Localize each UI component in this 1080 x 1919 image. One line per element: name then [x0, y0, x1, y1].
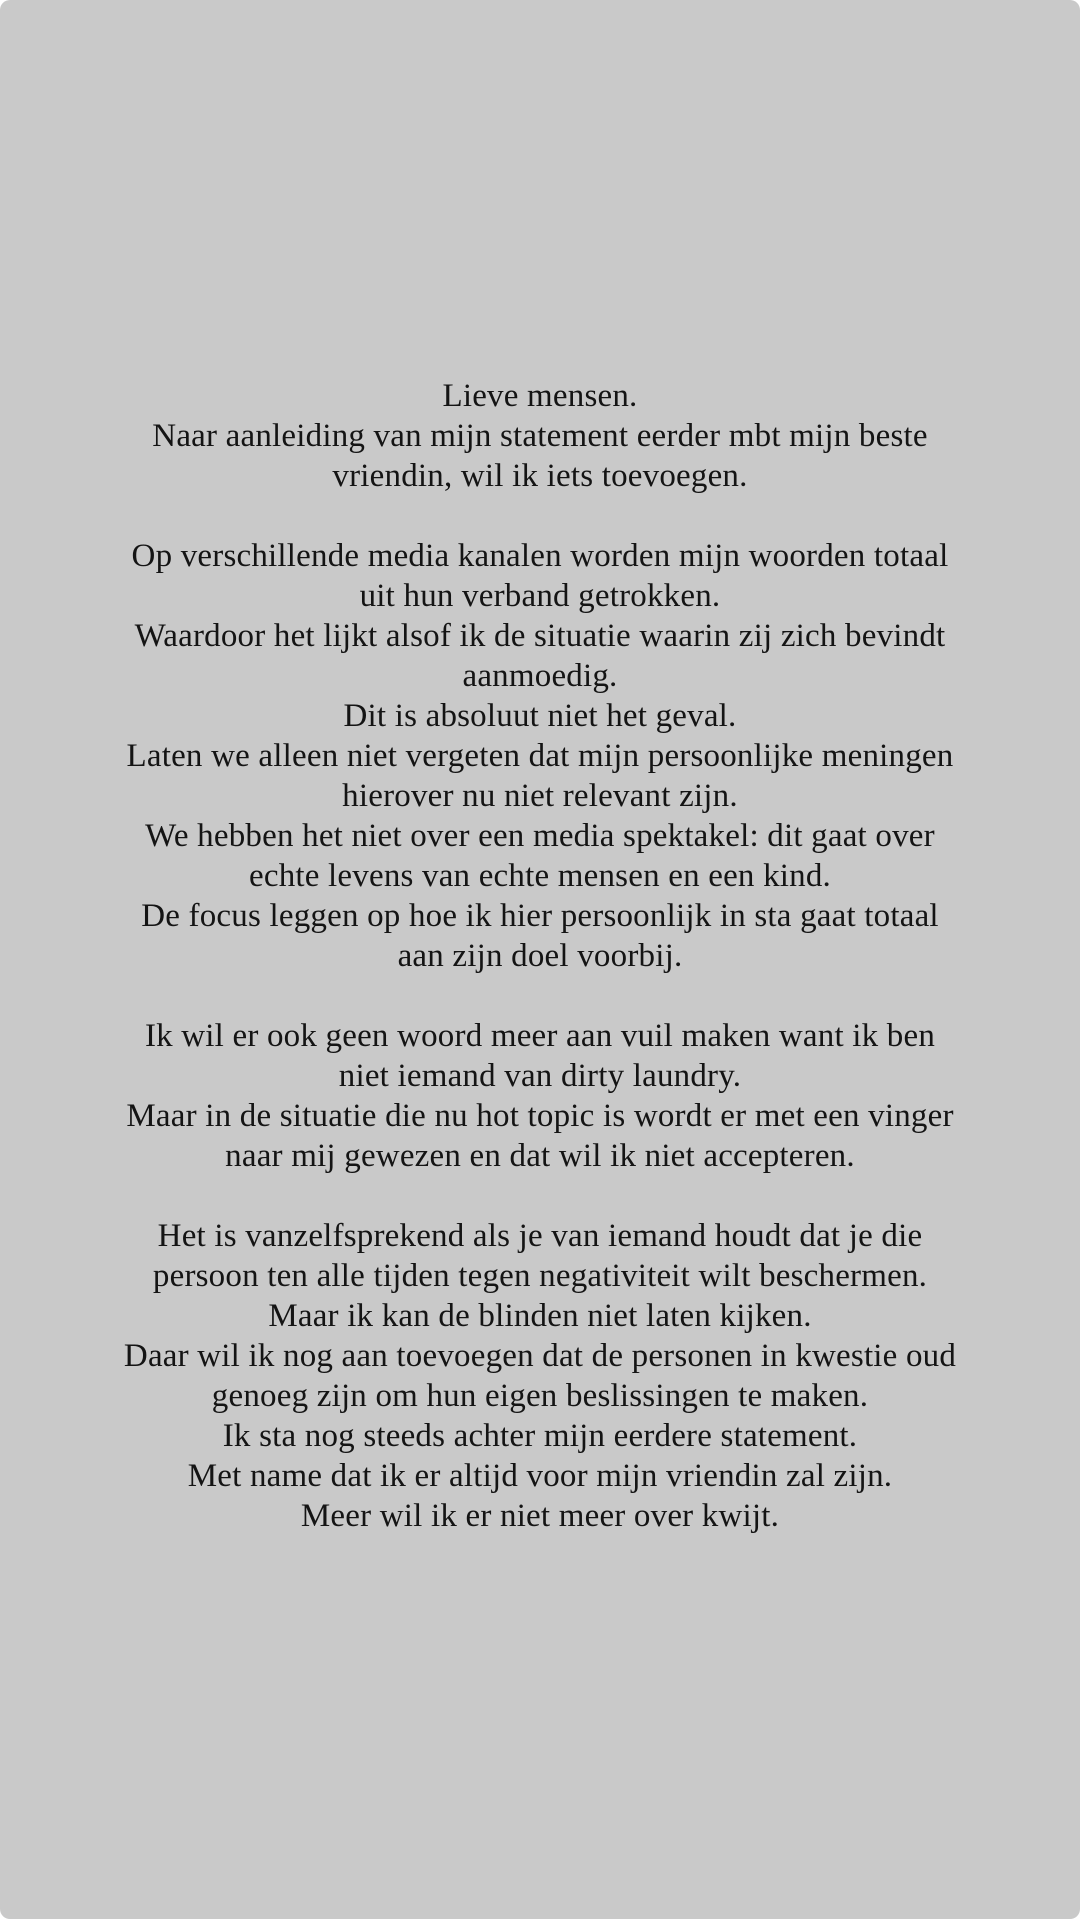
story-line: Daar wil ik nog aan toevoegen dat de personen in kwestie oud [123, 1338, 957, 1374]
story-line: uit hun verband getrokken. [359, 578, 721, 614]
story-line: niet iemand van dirty laundry. [338, 1058, 742, 1094]
story-line: Het is vanzelfsprekend als je van iemand houdt dat je die [157, 1218, 923, 1254]
story-line: aanmoedig. [462, 658, 618, 694]
story-line: vriendin, wil ik iets toevoegen. [332, 458, 748, 494]
story-line: Waardoor het lijkt alsof ik de situatie waarin zij zich bevindt [134, 618, 946, 654]
paragraph-break [60, 496, 1020, 536]
story-line: Met name dat ik er altijd voor mijn vriendin zal zijn. [187, 1458, 893, 1494]
story-line: naar mij gewezen en dat wil ik niet accepteren. [225, 1138, 855, 1174]
story-line: genoeg zijn om hun eigen beslissingen te maken. [211, 1378, 869, 1414]
story-line: Ik wil er ook geen woord meer aan vuil maken want ik ben [144, 1018, 936, 1054]
story-text [60, 376, 1020, 1536]
story-line: echte levens van echte mensen en een kind. [249, 858, 831, 894]
story-line: Maar ik kan de blinden niet laten kijken. [268, 1298, 812, 1334]
story-line: Laten we alleen niet vergeten dat mijn persoonlijke meningen [126, 738, 954, 774]
story-line: aan zijn doel voorbij. [397, 938, 683, 974]
story-line: Meer wil ik er niet meer over kwijt. [300, 1498, 780, 1534]
paragraph-break [60, 1176, 1020, 1216]
story-line: Op verschillende media kanalen worden mijn woorden totaal [131, 538, 949, 574]
story-line: Naar aanleiding van mijn statement eerder mbt mijn beste [152, 418, 928, 454]
story-line: Lieve mensen. [442, 378, 638, 414]
story-line: Maar in de situatie die nu hot topic is wordt er met een vinger [126, 1098, 954, 1134]
story-line: We hebben het niet over een media spektakel: dit gaat over [145, 818, 935, 854]
story-line: Ik sta nog steeds achter mijn eerdere statement. [222, 1418, 858, 1454]
story-line: Dit is absoluut niet het geval. [343, 698, 737, 734]
paragraph-break [60, 976, 1020, 1016]
story-line: De focus leggen op hoe ik hier persoonlijk in sta gaat totaal [141, 898, 939, 934]
story-line: persoon ten alle tijden tegen negativiteit wilt beschermen. [152, 1258, 928, 1294]
story-line: hierover nu niet relevant zijn. [342, 778, 738, 814]
